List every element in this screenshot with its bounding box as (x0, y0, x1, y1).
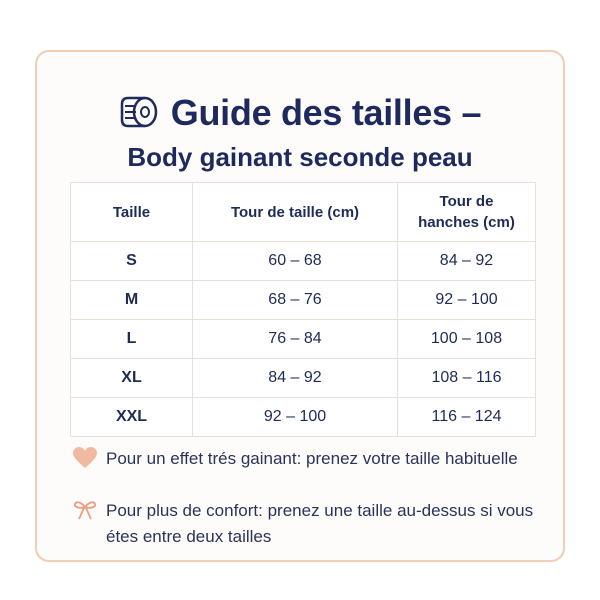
cell-hips: 100 – 108 (398, 320, 536, 359)
table-row (71, 398, 536, 437)
table-row (71, 359, 536, 398)
column-header-waist: Tour de taille (cm) (193, 183, 398, 242)
page-title: Guide des tailles – (170, 92, 482, 133)
note-comfort (72, 498, 542, 550)
column-header-hips-line1: Tour de (439, 193, 494, 210)
heart-icon (72, 446, 98, 470)
cell-waist: 60 – 68 (193, 242, 398, 281)
cell-hips: 92 – 100 (398, 281, 536, 320)
size-table (70, 182, 536, 437)
cell-size: M (71, 281, 193, 320)
cell-waist: 92 – 100 (193, 398, 398, 437)
title-row (37, 92, 563, 134)
note-text: Pour un effet trés gainant: prenez votre taille habituelle (106, 449, 518, 468)
cell-waist: 68 – 76 (193, 281, 398, 320)
column-header-hips-line2: hanches (cm) (418, 214, 515, 231)
column-header-hips (398, 183, 536, 242)
page-subtitle: Body gainant seconde peau (127, 142, 473, 172)
tape-measure-icon (119, 95, 159, 131)
size-guide-card (35, 50, 565, 562)
cell-size: S (71, 242, 193, 281)
column-header-size: Taille (71, 183, 193, 242)
cell-waist: 76 – 84 (193, 320, 398, 359)
cell-size: XXL (71, 398, 193, 437)
table-row (71, 242, 536, 281)
table-row (71, 281, 536, 320)
note-tight-fit (72, 446, 542, 472)
cell-waist: 84 – 92 (193, 359, 398, 398)
cell-size: L (71, 320, 193, 359)
note-text: Pour plus de confort: prenez une taille au-dessus si vous étes entre deux tailles (106, 501, 534, 546)
cell-hips: 108 – 116 (398, 359, 536, 398)
cell-hips: 84 – 92 (398, 242, 536, 281)
table-header-row (71, 183, 536, 242)
cell-hips: 116 – 124 (398, 398, 536, 437)
cell-size: XL (71, 359, 193, 398)
table-row (71, 320, 536, 359)
bow-icon (72, 498, 98, 522)
